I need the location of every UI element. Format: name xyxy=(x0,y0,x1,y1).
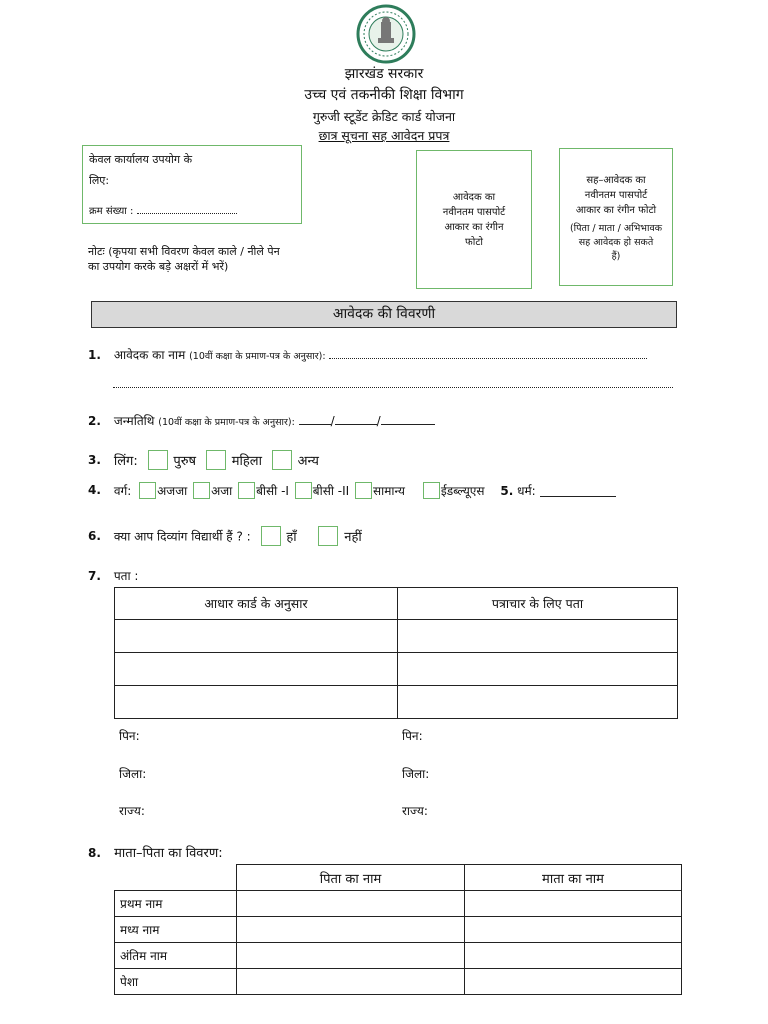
note-line2: का उपयोग करके बड़े अक्षरों में भरें) xyxy=(88,260,229,273)
table-row xyxy=(115,653,678,686)
correspondence-district-label: जिला: xyxy=(402,767,430,781)
q4-category xyxy=(88,482,688,499)
q2-dob xyxy=(88,412,688,429)
category-sc-checkbox[interactable] xyxy=(193,482,210,499)
q3-gender xyxy=(88,450,319,470)
category-bc2-checkbox[interactable] xyxy=(295,482,312,499)
q7-label: पता : xyxy=(113,569,139,583)
coapplicant-photo-subtext xyxy=(570,222,662,264)
q4-number: 4. xyxy=(88,483,101,497)
gender-male-checkbox[interactable] xyxy=(148,450,168,470)
office-use-box xyxy=(82,145,302,224)
header-department: उच्च एवं तकनीकी शिक्षा विभाग xyxy=(304,87,464,103)
q1-number: 1. xyxy=(88,348,101,362)
parents-table-corner xyxy=(115,865,237,891)
header-state: झारखंड सरकार xyxy=(344,66,424,82)
mother-last-name-field[interactable] xyxy=(465,943,682,969)
table-row xyxy=(115,588,678,620)
correspondence-address-line-3[interactable] xyxy=(398,686,678,719)
table-row xyxy=(115,943,682,969)
q5-label: धर्म: xyxy=(517,484,536,498)
address-table xyxy=(114,587,678,719)
instruction-note xyxy=(88,244,328,274)
occupation-label: पेशा xyxy=(115,969,237,995)
father-middle-name-field[interactable] xyxy=(237,917,465,943)
first-name-label: प्रथम नाम xyxy=(115,891,237,917)
applicant-photo-text-1: आवेदक का xyxy=(452,191,496,203)
coapplicant-photo-text-3: आकार का रंगीन फोटो xyxy=(575,205,657,216)
header-scheme: गुरुजी स्टूडेंट क्रेडिट कार्ड योजना xyxy=(312,109,456,124)
q6-disability xyxy=(88,526,362,546)
father-occupation-field[interactable] xyxy=(237,969,465,995)
disability-yes-label: हाँ xyxy=(286,530,297,545)
table-row xyxy=(115,686,678,719)
q7-address xyxy=(88,567,138,584)
table-row xyxy=(115,620,678,653)
coapplicant-photo-box[interactable] xyxy=(559,148,673,286)
q1-applicant-name xyxy=(88,346,688,363)
dob-sep-2: / xyxy=(376,414,381,428)
q8-number: 8. xyxy=(88,846,101,860)
dob-sep-1: / xyxy=(330,414,335,428)
category-bc2-label: बीसी -II xyxy=(312,484,350,498)
correspondence-address-line-2[interactable] xyxy=(398,653,678,686)
parents-table xyxy=(114,864,682,995)
table-row xyxy=(115,865,682,891)
table-row xyxy=(115,891,682,917)
jharkhand-emblem-icon xyxy=(356,4,416,64)
q1-name-field-line2[interactable] xyxy=(113,376,673,388)
mother-name-header: माता का नाम xyxy=(465,865,682,891)
category-general-label: सामान्य xyxy=(373,484,406,498)
coapplicant-photo-sub-1: (पिता / माता / अभिभावक xyxy=(569,223,663,234)
gender-male-label: पुरुष xyxy=(173,454,197,469)
category-bc1-checkbox[interactable] xyxy=(238,482,255,499)
dob-day-field[interactable] xyxy=(299,413,331,425)
q3-label: लिंग: xyxy=(113,454,138,469)
father-last-name-field[interactable] xyxy=(237,943,465,969)
aadhaar-pin-label: पिन: xyxy=(119,729,140,743)
address-col-aadhaar: आधार कार्ड के अनुसार xyxy=(115,588,398,620)
table-row xyxy=(115,969,682,995)
correspondence-address-line-1[interactable] xyxy=(398,620,678,653)
category-bc1-label: बीसी -I xyxy=(256,484,289,498)
mother-middle-name-field[interactable] xyxy=(465,917,682,943)
gender-other-checkbox[interactable] xyxy=(272,450,292,470)
father-first-name-field[interactable] xyxy=(237,891,465,917)
note-line1: नोटः (कृपया सभी विवरण केवल काले / नीले पेन xyxy=(88,245,280,258)
gender-other-label: अन्य xyxy=(297,454,319,469)
applicant-photo-text-4: फोटो xyxy=(465,236,483,248)
religion-field[interactable] xyxy=(540,485,616,497)
q7-number: 7. xyxy=(88,569,101,583)
serial-number-dotline xyxy=(137,203,237,214)
q6-label: क्या आप दिव्यांग विद्यार्थी हैं ? : xyxy=(113,529,251,544)
correspondence-pin-label: पिन: xyxy=(402,729,423,743)
table-row xyxy=(115,917,682,943)
disability-yes-checkbox[interactable] xyxy=(261,526,281,546)
q4-label: वर्ग: xyxy=(113,484,132,498)
aadhaar-state-label: राज्य: xyxy=(119,804,145,818)
correspondence-state-label: राज्य: xyxy=(402,804,428,818)
q5-number: 5. xyxy=(500,483,514,498)
q8-parents xyxy=(88,843,223,861)
disability-no-label: नहीं xyxy=(344,530,362,545)
q3-number: 3. xyxy=(88,452,101,467)
q8-label: माता–पिता का विवरण: xyxy=(114,846,223,861)
section-title-bar: आवेदक की विवरणी xyxy=(91,301,677,328)
q1-label: आवेदक का नाम xyxy=(113,348,186,362)
category-sc-label: अजा xyxy=(211,484,233,498)
disability-no-checkbox[interactable] xyxy=(318,526,338,546)
mother-occupation-field[interactable] xyxy=(465,969,682,995)
category-ews-label: ईडब्ल्यूएस xyxy=(440,484,485,498)
office-use-line1: केवल कार्यालय उपयोग के xyxy=(89,153,193,166)
applicant-photo-text-2: नवीनतम पासपोर्ट xyxy=(442,206,506,218)
dob-month-field[interactable] xyxy=(335,413,377,425)
category-ews-checkbox[interactable] xyxy=(423,482,440,499)
coapplicant-photo-sub-2: सह आवेदक हो सकते xyxy=(578,237,654,248)
applicant-photo-box[interactable] xyxy=(416,150,532,289)
coapplicant-photo-sub-3: हैं) xyxy=(611,251,621,262)
serial-number-label: क्रम संख्या : xyxy=(89,206,134,217)
aadhaar-address-line-1[interactable] xyxy=(115,620,398,653)
q1-name-field[interactable] xyxy=(329,347,647,359)
q2-hint: (10वीं कक्षा के प्रमाण-पत्र के अनुसार): xyxy=(158,417,295,428)
address-col-correspondence: पत्राचार के लिए पता xyxy=(398,588,678,620)
dob-year-field[interactable] xyxy=(381,413,435,425)
gender-female-checkbox[interactable] xyxy=(206,450,226,470)
aadhaar-address-line-2[interactable] xyxy=(115,653,398,686)
q1-hint: (10वीं कक्षा के प्रमाण-पत्र के अनुसार): xyxy=(189,351,326,362)
aadhaar-district-label: जिला: xyxy=(119,767,147,781)
middle-name-label: मध्य नाम xyxy=(115,917,237,943)
gender-female-label: महिला xyxy=(231,454,262,469)
mother-first-name-field[interactable] xyxy=(465,891,682,917)
father-name-header: पिता का नाम xyxy=(237,865,465,891)
last-name-label: अंतिम नाम xyxy=(115,943,237,969)
coapplicant-photo-text-1: सह–आवेदक का xyxy=(586,175,646,186)
category-st-checkbox[interactable] xyxy=(139,482,156,499)
category-st-label: अजजा xyxy=(157,484,188,498)
applicant-photo-text-3: आकार का रंगीन xyxy=(444,221,504,233)
coapplicant-photo-text-2: नवीनतम पासपोर्ट xyxy=(584,190,648,201)
category-general-checkbox[interactable] xyxy=(355,482,372,499)
form-title: छात्र सूचना सह आवेदन प्रपत्र xyxy=(318,128,450,143)
q1-dotline-2 xyxy=(113,376,673,388)
serial-number-field[interactable] xyxy=(89,203,237,217)
q2-label: जन्मतिथि xyxy=(113,414,155,428)
office-use-line2: लिए: xyxy=(89,174,110,187)
aadhaar-address-line-3[interactable] xyxy=(115,686,398,719)
q6-number: 6. xyxy=(88,528,101,543)
q2-number: 2. xyxy=(88,414,101,428)
